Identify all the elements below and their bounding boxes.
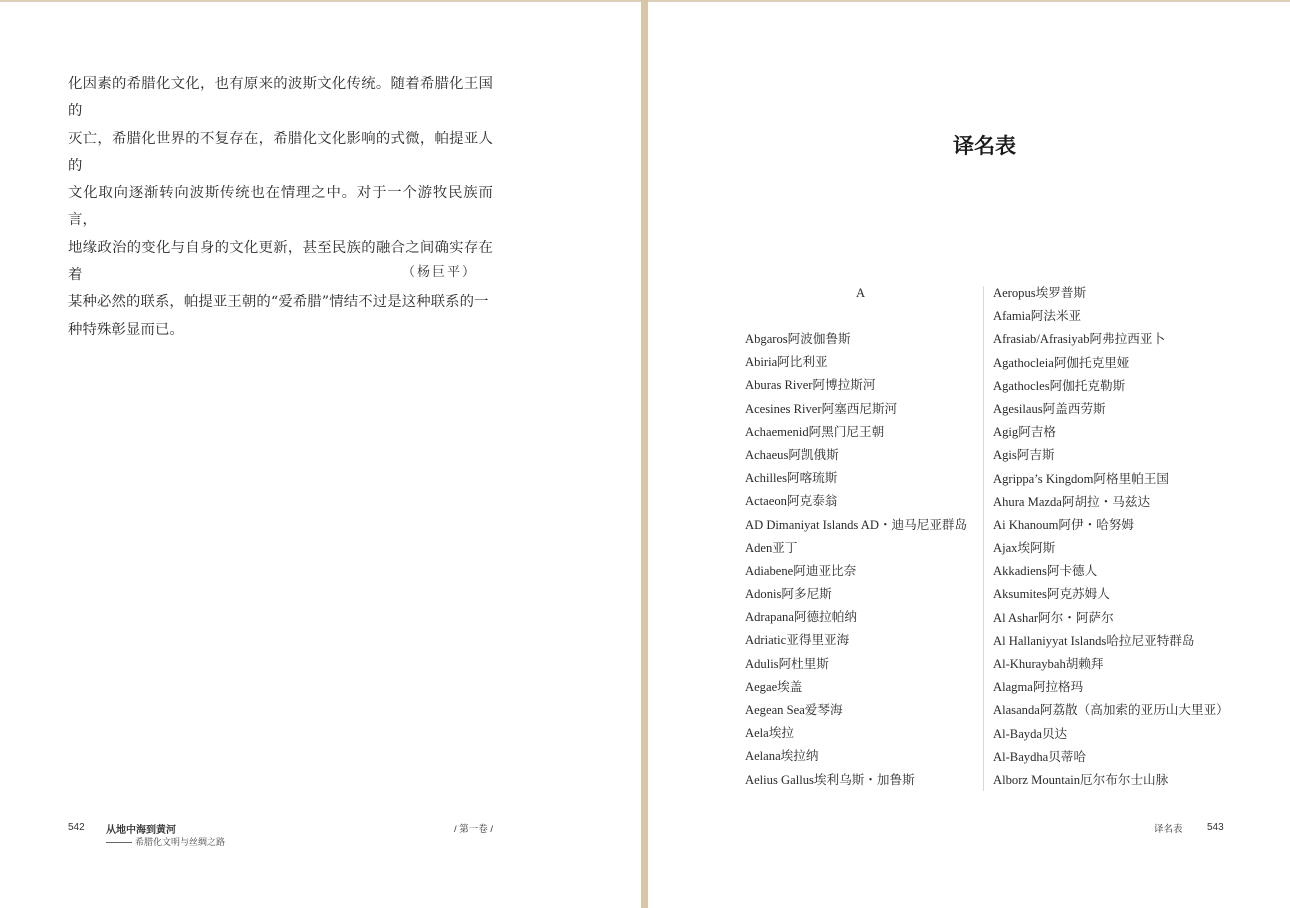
- glossary-entry: Agig阿吉格: [993, 425, 1056, 440]
- dash-rule: [106, 842, 132, 843]
- glossary-entry: Aeropus埃罗普斯: [993, 286, 1087, 300]
- glossary-entry: Aegae埃盖: [745, 679, 803, 694]
- right-page: [648, 0, 1290, 908]
- paragraph-line: 种特殊彰显而已。: [68, 321, 184, 338]
- glossary-entry: Al-Bayda贝达: [993, 726, 1068, 741]
- glossary-column-2: [993, 284, 1253, 794]
- glossary-entry: Al Hallaniyyat Islands哈拉尼亚特群岛: [993, 633, 1195, 648]
- left-page: [0, 0, 641, 908]
- glossary-entry: Agathocles阿伽托克勒斯: [993, 378, 1126, 393]
- glossary-entry: Adrapana阿德拉帕纳: [745, 610, 857, 625]
- glossary-entry: Agrippa’s Kingdom阿格里帕王国: [993, 471, 1169, 486]
- glossary-entry: Actaeon阿克泰翁: [745, 494, 838, 509]
- glossary-entry: Alagma阿拉格玛: [993, 680, 1084, 695]
- page-number: 543: [1207, 822, 1224, 833]
- body-paragraph: [68, 71, 493, 344]
- page-title: 译名表: [953, 133, 1016, 158]
- glossary-entry: Adulis阿杜里斯: [745, 656, 829, 671]
- index-letter-heading: A: [856, 286, 866, 300]
- glossary-entry: Agathocleia阿伽托克里娅: [993, 355, 1130, 370]
- glossary-entry: Alborz Mountain厄尔布尔士山脉: [993, 772, 1169, 787]
- glossary-entry: Achilles阿喀琉斯: [745, 471, 838, 486]
- glossary-entry: Aelana埃拉纳: [745, 749, 819, 764]
- paragraph-line: 文化取向逐渐转向波斯传统也在情理之中。对于一个游牧民族而言，: [68, 185, 493, 229]
- glossary-entry: Al Ashar阿尔・阿萨尔: [993, 610, 1114, 625]
- book-subtitle-text: 希腊化文明与丝绸之路: [135, 837, 226, 847]
- glossary-entry: Aela埃拉: [745, 726, 794, 741]
- glossary-entry: Afamia阿法米亚: [993, 309, 1082, 324]
- glossary-entry: Al-Baydha贝蒂哈: [993, 749, 1087, 764]
- glossary-entry: Achaemenid阿黑门尼王朝: [745, 424, 885, 439]
- glossary-entry: Aburas River阿博拉斯河: [745, 378, 876, 393]
- glossary-entry: Agis阿吉斯: [993, 448, 1055, 463]
- glossary-column-1: [745, 330, 983, 794]
- glossary-entry: Adiabene阿迪亚比奈: [745, 563, 857, 578]
- glossary-entry: Afrasiab/Afrasiyab阿弗拉西亚卜: [993, 332, 1166, 347]
- column-divider: [983, 286, 984, 791]
- glossary-entry: Acesines River阿塞西尼斯河: [745, 401, 898, 416]
- book-gutter: [641, 0, 648, 908]
- glossary-entry: Aksumites阿克苏姆人: [993, 587, 1110, 602]
- glossary-entry: Aegean Sea爱琴海: [745, 703, 843, 717]
- glossary-entry: Ai Khanoum阿伊・哈努姆: [993, 517, 1134, 532]
- page-number: 542: [68, 822, 85, 833]
- glossary-entry: Al-Khuraybah胡赖拜: [993, 657, 1104, 671]
- paragraph-line: 某种必然的联系，帕提亚王朝的“爱希腊”情结不过是这种联系的一: [68, 294, 489, 311]
- book-title: 从地中海到黄河: [106, 825, 176, 836]
- volume-label: / 第一卷 /: [454, 824, 494, 835]
- glossary-entry: Achaeus阿凯俄斯: [745, 447, 839, 462]
- glossary-entry: Ajax埃阿斯: [993, 541, 1056, 556]
- paragraph-line: 灭亡，希腊化世界的不复存在，希腊化文化影响的式微，帕提亚人的: [68, 130, 493, 174]
- glossary-entry: Abiria阿比利亚: [745, 355, 828, 370]
- glossary-entry: Aden亚丁: [745, 540, 798, 555]
- glossary-entry: Aelius Gallus埃利乌斯・加鲁斯: [745, 772, 915, 787]
- author-signature: （杨巨平）: [402, 265, 478, 280]
- glossary-entry: Abgaros阿波伽鲁斯: [745, 332, 851, 346]
- book-subtitle: [106, 835, 225, 848]
- glossary-entry: Akkadiens阿卡德人: [993, 564, 1098, 579]
- glossary-entry: Adriatic亚得里亚海: [745, 633, 850, 648]
- paragraph-line: 地缘政治的变化与自身的文化更新，甚至民族的融合之间确实存在着: [68, 239, 493, 284]
- glossary-entry: Agesilaus阿盖西劳斯: [993, 401, 1106, 416]
- glossary-entry: Ahura Mazda阿胡拉・马兹达: [993, 494, 1151, 509]
- paragraph-line: 化因素的希腊化文化，也有原来的波斯文化传统。随着希腊化王国的: [68, 76, 493, 120]
- glossary-entry: Alasanda阿荔散（高加索的亚历山大里亚）: [993, 703, 1229, 718]
- glossary-entry: Adonis阿多尼斯: [745, 587, 832, 602]
- glossary-entry: AD Dimaniyat Islands AD・迪马尼亚群岛: [745, 517, 968, 532]
- running-head: 译名表: [1154, 824, 1183, 835]
